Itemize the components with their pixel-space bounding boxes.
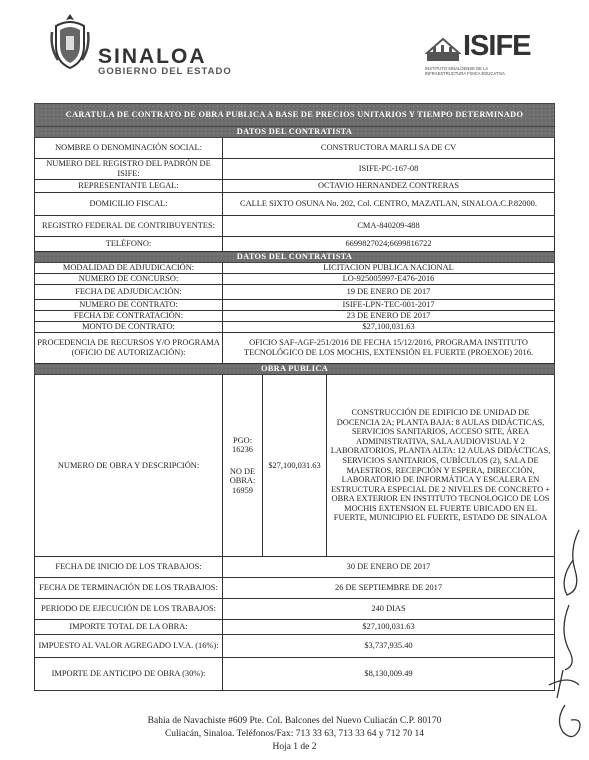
field-label: FECHA DE CONTRATACIÓN: xyxy=(35,311,223,322)
field-value: ISIFE-PC-167-08 xyxy=(223,159,555,180)
table-row xyxy=(35,635,555,658)
field-label: REGISTRO FEDERAL DE CONTRIBUYENTES: xyxy=(35,216,223,237)
contract-section-heading: DATOS DEL CONTRATISTA xyxy=(35,252,555,263)
contract-cover-table xyxy=(34,103,555,691)
table-row xyxy=(35,263,555,274)
footer-contact: Culiacán, Sinaloa. Teléfonos/Fax: 713 33 63, 713 33 64 y 712 70 14 xyxy=(164,729,425,739)
section-header-row xyxy=(35,127,555,138)
field-label: FECHA DE TERMINACIÓN DE LOS TRABAJOS: xyxy=(35,578,223,599)
table-row xyxy=(35,193,555,216)
table-row xyxy=(35,322,555,333)
table-row xyxy=(35,274,555,285)
table-row xyxy=(35,557,555,578)
field-label: NUMERO DE CONCURSO: xyxy=(35,274,223,285)
field-value: 240 DIAS xyxy=(223,599,555,620)
table-row xyxy=(35,216,555,237)
table-row xyxy=(35,658,555,691)
field-label: IMPUESTO AL VALOR AGREGADO I.V.A. (16%): xyxy=(35,635,223,658)
table-row xyxy=(35,311,555,322)
field-value: $27,100,031.63 xyxy=(223,620,555,635)
table-row xyxy=(35,333,555,364)
field-value: $8,130,009.49 xyxy=(223,658,555,691)
field-value: CONSTRUCTORA MARLI SA DE CV xyxy=(223,138,555,159)
table-row xyxy=(35,180,555,193)
field-value: CALLE SIXTO OSUNA No. 202, Col. CENTRO, MAZATLAN, SINALOA.C.P.82000. xyxy=(223,193,555,216)
field-label: MONTO DE CONTRATO: xyxy=(35,322,223,333)
state-seal-icon xyxy=(48,12,92,72)
table-row xyxy=(35,578,555,599)
field-value: LICITACION PUBLICA NACIONAL xyxy=(223,263,555,274)
field-value: ISIFE-LPN-TEC-001-2017 xyxy=(223,300,555,311)
obra-number: NO DE OBRA: 16959 xyxy=(229,466,256,495)
work-description-row xyxy=(35,375,555,557)
table-row xyxy=(35,138,555,159)
table-row xyxy=(35,237,555,252)
contractor-section-heading: DATOS DEL CONTRATISTA xyxy=(35,127,555,138)
isife-logo-icon xyxy=(425,35,461,63)
page-header xyxy=(0,0,589,96)
section-header-row xyxy=(35,252,555,263)
document-title-row xyxy=(35,104,555,127)
work-amount: $27,100,031.63 xyxy=(263,375,327,557)
field-label: NUMERO DE OBRA Y DESCRIPCIÓN: xyxy=(35,375,223,557)
pgo-number: PGO: 16236 xyxy=(232,435,253,455)
table-row xyxy=(35,599,555,620)
document-title: CARATULA DE CONTRATO DE OBRA PUBLICA A BASE DE PRECIOS UNITARIOS Y TIEMPO DETERMINADO xyxy=(35,104,555,127)
field-label: TELÉFONO: xyxy=(35,237,223,252)
field-label: NUMERO DE CONTRATO: xyxy=(35,300,223,311)
field-label: NUMERO DEL REGISTRO DEL PADRÓN DE ISIFE: xyxy=(35,159,223,180)
isife-subtitle: INSTITUTO SINALOENSE DE LA INFRAESTRUCTURA FÍSICA EDUCATIVA xyxy=(425,66,505,76)
isife-logo-text: ISIFE xyxy=(463,30,531,62)
field-label: PERIODO DE EJECUCIÓN DE LOS TRABAJOS: xyxy=(35,599,223,620)
table-row xyxy=(35,285,555,300)
field-label: FECHA DE INICIO DE LOS TRABAJOS: xyxy=(35,557,223,578)
field-label: FECHA DE ADJUDICACIÓN: xyxy=(35,285,223,300)
field-label: MODALIDAD DE ADJUDICACIÓN: xyxy=(35,263,223,274)
field-label: DOMICILIO FISCAL: xyxy=(35,193,223,216)
field-value: OCTAVIO HERNANDEZ CONTRERAS xyxy=(223,180,555,193)
field-value: 23 DE ENERO DE 2017 xyxy=(223,311,555,322)
field-value: OFICIO SAF-AGF-251/2016 DE FECHA 15/12/2016, PROGRAMA INSTITUTO TECNOLÓGICO DE LOS MOCHIS, EXTENSIÓN EL FUERTE (PROEXOE) 2016. xyxy=(223,333,555,364)
field-label: IMPORTE TOTAL DE LA OBRA: xyxy=(35,620,223,635)
field-label: REPRESENTANTE LEGAL: xyxy=(35,180,223,193)
footer-address: Bahía de Navachiste #609 Pte. Col. Balcones del Nuevo Culiacán C.P. 80170 xyxy=(147,716,442,726)
field-value: $3,737,935.40 xyxy=(223,635,555,658)
work-codes xyxy=(223,375,263,557)
field-value: $27,100,031.63 xyxy=(223,322,555,333)
section-header-row xyxy=(35,364,555,375)
field-value: 30 DE ENERO DE 2017 xyxy=(223,557,555,578)
table-row xyxy=(35,620,555,635)
field-value: 19 DE ENERO DE 2017 xyxy=(223,285,555,300)
field-label: PROCEDENCIA DE RECURSOS Y/O PROGRAMA (OFICIO DE AUTORIZACIÓN): xyxy=(35,333,223,364)
field-value: 6699827024;6699816722 xyxy=(223,237,555,252)
field-label: IMPORTE DE ANTICIPO DE OBRA (30%): xyxy=(35,658,223,691)
field-value: LO-925005997-E476-2016 xyxy=(223,274,555,285)
government-subtitle: GOBIERNO DEL ESTADO xyxy=(98,66,232,77)
work-description: CONSTRUCCIÓN DE EDIFICIO DE UNIDAD DE DOCENCIA 2A; PLANTA BAJA: 8 AULAS DIDÁCTICAS, SERVICIOS SANITARIOS, ACCESO SITE, ÁREA ADMINISTRATIVA, SALA AUDIOVISUAL Y 2 LABORATORIOS, PLANTA ALTA: 12 AULAS DIDÁCTICAS, SERVICIOS SANITARIOS, CUBÍCULOS (2), SALA DE MAESTROS, RECEPCIÓN Y ESPERA, DIRECCIÓN, LABORATORIO DE INFORMÁTICA Y ESCALERA EN ESTRUCTURA ESPECIAL DE 2 NIVELES DE CONCRETO + OBRA EXTERIOR EN INSTITUTO TECNOLOGICO DE LOS MOCHIS EXTENSION EL FUERTE UBICADO EN EL FUERTE, MUNICIPIO EL FUERTE, ESTADO DE SINALOA xyxy=(327,375,555,557)
government-name: SINALOA xyxy=(98,45,207,68)
field-value: 26 DE SEPTIEMBRE DE 2017 xyxy=(223,578,555,599)
page-number: Hoja 1 de 2 xyxy=(272,742,317,752)
table-row xyxy=(35,300,555,311)
works-section-heading: OBRA PUBLICA xyxy=(35,364,555,375)
field-value: CMA-840209-488 xyxy=(223,216,555,237)
field-label: NOMBRE O DENOMINACIÓN SOCIAL: xyxy=(35,138,223,159)
table-row xyxy=(35,159,555,180)
